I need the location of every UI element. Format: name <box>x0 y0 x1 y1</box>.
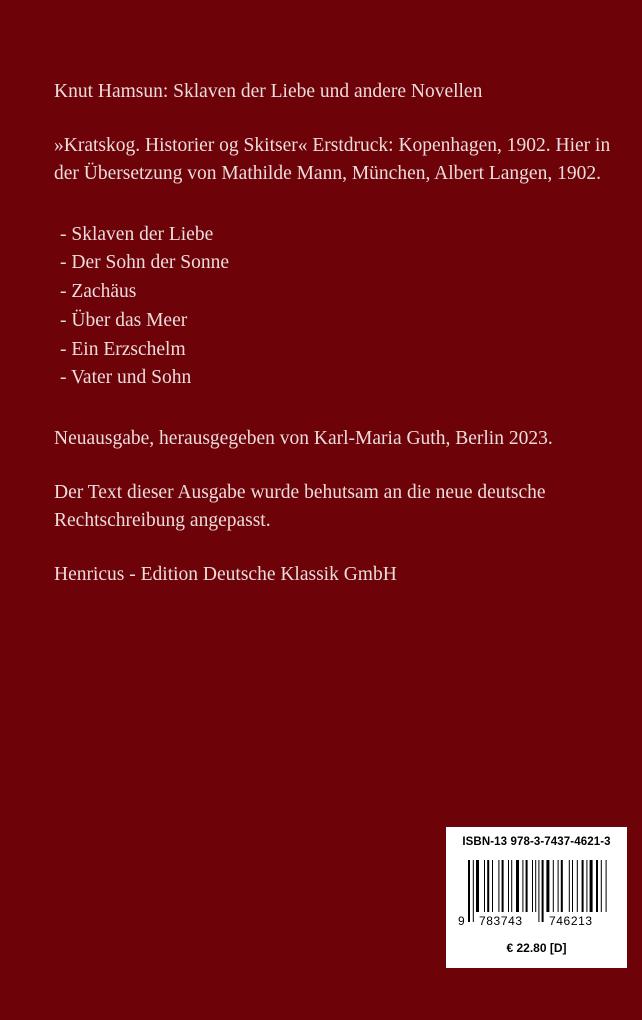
barcode-bar <box>586 860 587 912</box>
barcode-bar <box>590 860 593 912</box>
barcode-bar <box>532 860 533 912</box>
barcode-bar <box>484 860 485 912</box>
barcode-digits-right: 746213 <box>549 914 593 928</box>
barcode-bar <box>535 860 536 912</box>
barcode-icon <box>468 860 608 922</box>
list-item: - Ein Erzschelm <box>60 338 186 360</box>
barcode-bar <box>492 860 493 912</box>
barcode-box <box>446 827 627 968</box>
barcode-bar <box>508 860 509 912</box>
orthography-note: Der Text dieser Ausgabe wurde behutsam an die neue deutsche Rechtschreibung angepasst. <box>54 481 546 532</box>
barcode-bar <box>553 860 554 912</box>
barcode-digit-lead: 9 <box>458 914 465 928</box>
barcode-bar <box>498 860 499 912</box>
barcode-bar <box>569 860 570 912</box>
source-note: »Kratskog. Historier og Skitser« Erstdruck: Kopenhagen, 1902. Hier in der Übersetzung von Mathilde Mann, München, Albert Langen, 1902. <box>54 134 611 184</box>
price-label: € 22.80 [D] <box>506 941 567 955</box>
barcode-bar <box>601 860 602 912</box>
list-item: - Vater und Sohn <box>60 367 192 389</box>
contents-list <box>54 221 614 394</box>
barcode-bar <box>542 860 544 922</box>
barcode-bar <box>487 860 489 912</box>
barcode-bar <box>516 860 519 912</box>
list-item: - Sklaven der Liebe <box>60 223 214 245</box>
barcode-bar <box>502 860 504 912</box>
barcode-bar <box>572 860 573 912</box>
barcode-bar <box>526 860 528 912</box>
barcode-bar <box>582 860 584 912</box>
barcode-bar <box>558 860 559 912</box>
back-cover-text <box>54 78 614 589</box>
publisher-line: Henricus - Edition Deutsche Klassik GmbH <box>54 563 397 585</box>
barcode-bar <box>546 860 549 912</box>
barcode-bar <box>596 860 598 912</box>
list-item: - Der Sohn der Sonne <box>60 252 229 274</box>
edition-note: Neuausgabe, herausgegeben von Karl-Maria Guth, Berlin 2023. <box>54 428 553 450</box>
barcode-bar <box>476 860 479 912</box>
barcode-bar <box>577 860 578 912</box>
list-item: - Über das Meer <box>60 309 188 331</box>
barcode-bar <box>473 860 474 922</box>
isbn-label: ISBN-13 978-3-7437-4621-3 <box>462 836 611 848</box>
barcode-bar <box>522 860 523 912</box>
barcode-bar <box>561 860 563 912</box>
barcode-digits-left: 783743 <box>479 914 523 928</box>
book-title-line: Knut Hamsun: Sklaven der Liebe und andere Novellen <box>54 81 483 102</box>
barcode-bar <box>606 860 607 912</box>
barcode-bar <box>468 860 470 922</box>
list-item: - Zachäus <box>60 281 137 303</box>
barcode-bar <box>511 860 512 912</box>
barcode-bar <box>538 860 539 922</box>
